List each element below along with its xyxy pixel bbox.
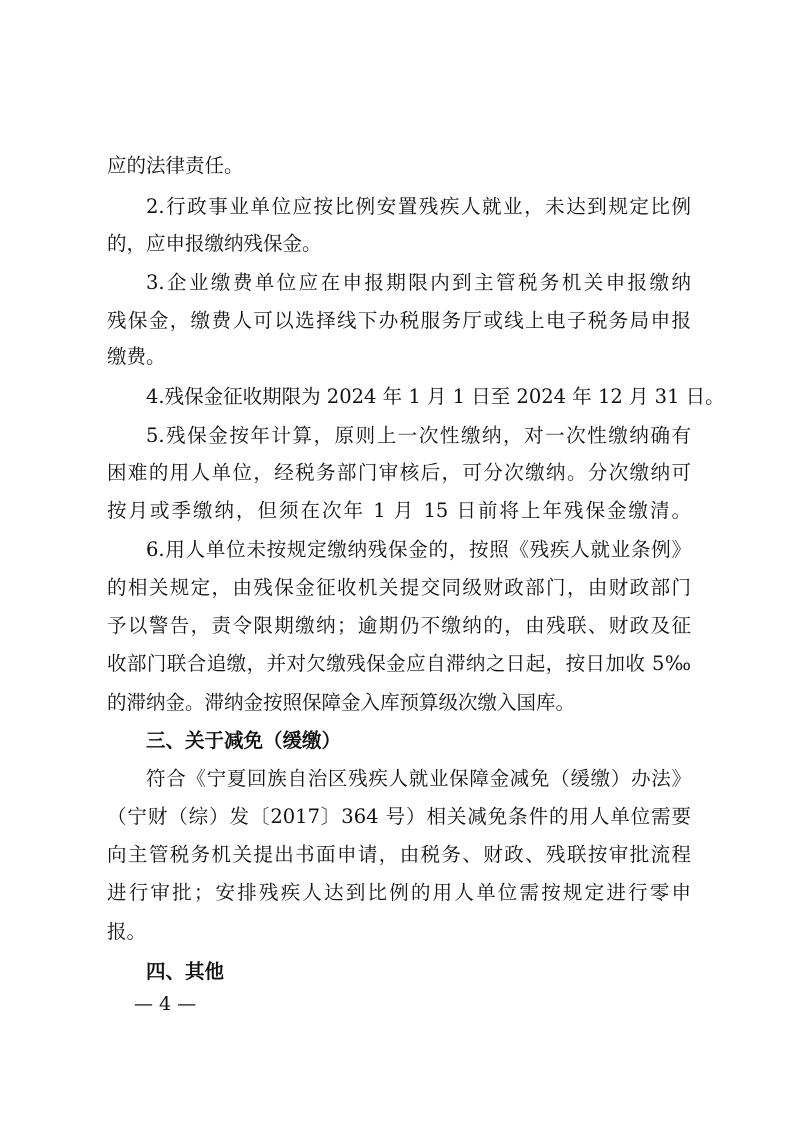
text-line: 收部门联合追缴，并对欠缴残保金应自滞纳之日起，按日加收 5‰ — [107, 652, 691, 675]
text-line: 困难的用人单位，经税务部门审核后，可分次缴纳。分次缴纳可 — [107, 461, 691, 484]
text-line: 符合《宁夏回族自治区残疾人就业保障金减免（缓缴）办法》 — [146, 767, 691, 790]
text-line: 缴费。 — [107, 345, 166, 368]
text-line: 予以警告，责令限期缴纳；逾期仍不缴纳的，由残联、财政及征 — [107, 614, 691, 637]
text-line: 按月或季缴纳，但须在次年 1 月 15 日前将上年残保金缴清。 — [107, 499, 691, 522]
section-heading: 三、关于减免（缓缴） — [146, 729, 342, 752]
text-line: 2.行政事业单位应按比例安置残疾人就业，未达到规定比例 — [146, 195, 691, 218]
text-line: 6.用人单位未按规定缴纳残保金的，按照《残疾人就业条例》 — [146, 538, 691, 561]
text-line: 应的法律责任。 — [107, 154, 244, 177]
page-number: — 4 — — [134, 993, 197, 1015]
section-heading: 四、其他 — [146, 960, 225, 983]
text-line: 残保金，缴费人可以选择线下办税服务厅或线上电子税务局申报 — [107, 309, 691, 332]
text-line: 的，应申报缴纳残保金。 — [107, 232, 322, 255]
text-line: 向主管税务机关提出书面申请，由税务、财政、残联按审批流程 — [107, 843, 691, 866]
text-line: 的相关规定，由残保金征收机关提交同级财政部门，由财政部门 — [107, 576, 691, 599]
text-line: 4.残保金征收期限为 2024 年 1 月 1 日至 2024 年 12 月 31 日。 — [146, 385, 725, 408]
text-line: （宁财（综）发〔2017〕364 号）相关减免条件的用人单位需要 — [107, 805, 691, 828]
text-line: 3.企业缴费单位应在申报期限内到主管税务机关申报缴纳 — [146, 271, 691, 294]
text-line: 的滞纳金。滞纳金按照保障金入库预算级次缴入国库。 — [107, 691, 576, 714]
text-line: 5.残保金按年计算，原则上一次性缴纳，对一次性缴纳确有 — [146, 424, 691, 447]
text-line: 报。 — [107, 920, 147, 943]
text-line: 进行审批；安排残疾人达到比例的用人单位需按规定进行零申 — [107, 881, 691, 904]
